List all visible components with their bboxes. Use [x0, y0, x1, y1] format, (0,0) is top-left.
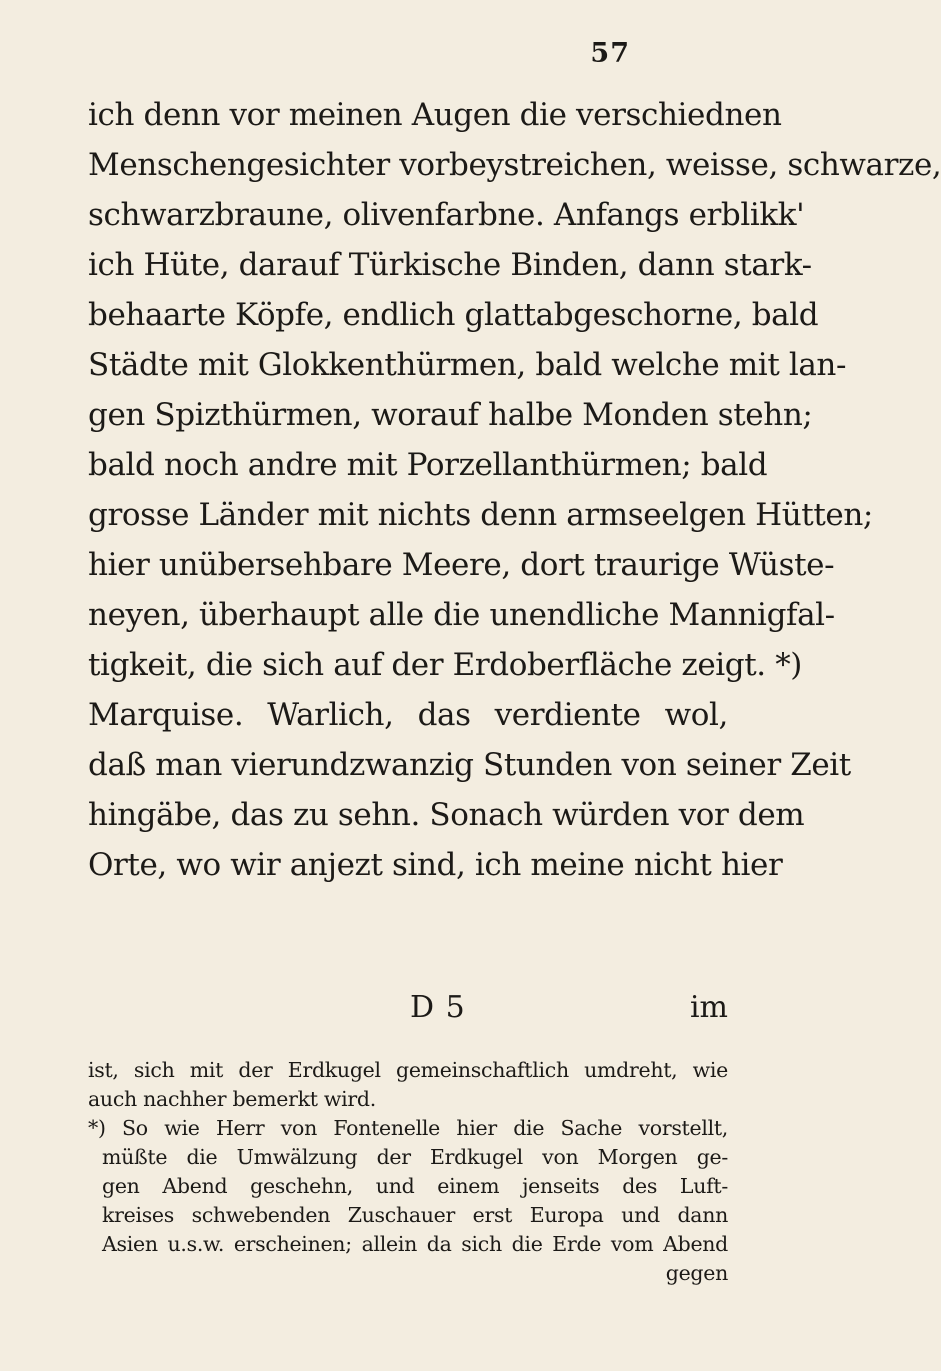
- text-line: gen Spizthürmen, worauf halbe Monden stehn;: [88, 397, 813, 433]
- text-line: Orte, wo wir anjezt sind, ich meine nicht hier: [88, 847, 783, 883]
- footnote-line: müßte die Umwälzung der Erdkugel von Morgen ge-: [102, 1145, 728, 1169]
- text-line: schwarzbraune, olivenfarbne. Anfangs erblikk': [88, 197, 805, 233]
- text-line: hingäbe, das zu sehn. Sonach würden vor dem: [88, 797, 805, 833]
- page-number: 57: [590, 38, 630, 69]
- signature-row: [88, 990, 728, 1034]
- text-line: daß man vierundzwanzig Stunden von seiner Zeit: [88, 747, 851, 783]
- text-line: behaarte Köpfe, endlich glattabgeschorne, bald: [88, 297, 819, 333]
- text-line-speaker: Marquise. Warlich, das verdiente wol,: [88, 697, 728, 733]
- text-line: Menschengesichter vorbeystreichen, weisse, schwarze,: [88, 147, 941, 183]
- text-line: neyen, überhaupt alle die unendliche Mannigfal-: [88, 597, 835, 633]
- text-line: Städte mit Glokkenthürmen, bald welche mit lan-: [88, 347, 847, 383]
- catchword: im: [689, 990, 728, 1025]
- footnote-line: Asien u.s.w. erscheinen; allein da sich die Erde vom Abend: [102, 1232, 728, 1256]
- footnote-catchword: gegen: [665, 1261, 728, 1285]
- text-line: bald noch andre mit Porzellanthürmen; bald: [88, 447, 768, 483]
- footnote-line: kreises schwebenden Zuschauer erst Europa und dann: [102, 1203, 728, 1227]
- footnote-line: gen Abend geschehn, und einem jenseits des Luft-: [102, 1174, 728, 1198]
- signature-mark: D 5: [410, 990, 466, 1025]
- text-line: tigkeit, die sich auf der Erdoberfläche zeigt. *): [88, 647, 802, 683]
- footnote-line: auch nachher bemerkt wird.: [88, 1087, 376, 1111]
- body-text: [88, 90, 941, 890]
- footnote-line: *) So wie Herr von Fontenelle hier die Sache vorstellt,: [88, 1116, 728, 1140]
- text-line: ich denn vor meinen Augen die verschiednen: [88, 97, 782, 133]
- text-line: grosse Länder mit nichts denn armseelgen Hütten;: [88, 497, 873, 533]
- text-line: ich Hüte, darauf Türkische Binden, dann stark-: [88, 247, 812, 283]
- footnotes: [88, 1056, 728, 1288]
- footnote-line: ist, sich mit der Erdkugel gemeinschaftlich umdreht, wie: [88, 1058, 728, 1082]
- text-line: hier unübersehbare Meere, dort traurige Wüste-: [88, 547, 835, 583]
